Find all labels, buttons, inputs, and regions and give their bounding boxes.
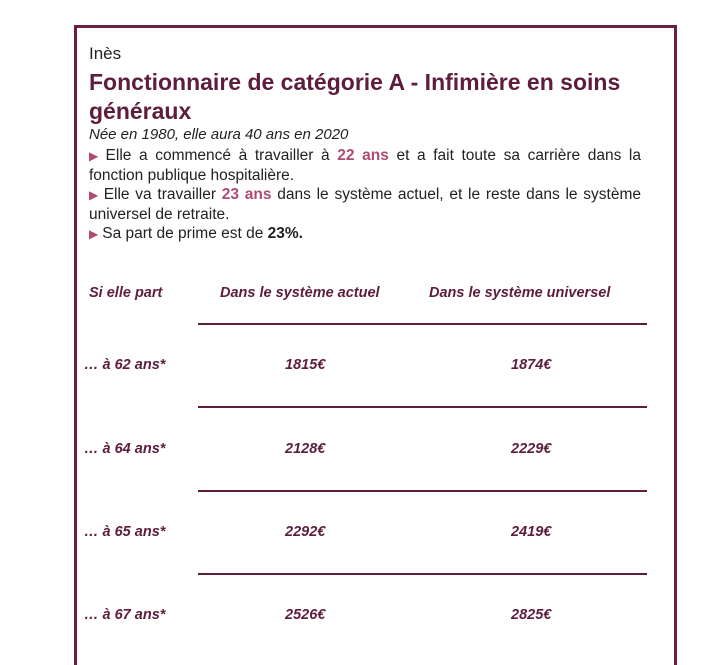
row-universal-value: 1874€ [511,357,552,373]
row-age: … à 62 ans* [84,357,166,373]
row-age: … à 67 ans* [84,607,166,623]
row-age: … à 64 ans* [84,441,166,457]
bullet-text: dans le système actuel, et le reste dans le système universel de retraite. [89,186,641,223]
divider [198,406,647,408]
column-header-universal: Dans le système universel [429,285,611,301]
page-title: Fonctionnaire de catégorie A - Infimière en soins généraux [89,69,621,124]
column-header-age: Si elle part [89,285,163,301]
bullet-list [89,146,641,244]
row-universal-value: 2419€ [511,524,552,540]
row-universal-value: 2229€ [511,441,552,457]
bullet-item [89,185,641,224]
row-universal-value: 2825€ [511,607,552,623]
bullet-item [89,146,641,185]
divider [198,490,647,492]
row-current-value: 2526€ [285,607,326,623]
bullet-text: Elle a commencé à travailler à [105,147,338,164]
column-header-current: Dans le système actuel [220,285,380,301]
triangle-right-icon: ▶ [89,188,100,202]
person-name: Inès [89,44,122,63]
divider [198,323,647,325]
bullet-text: Elle va travailler [103,186,222,203]
bullet-text: Sa part de prime est de [102,225,268,242]
highlight-value: 22 ans [337,147,389,164]
row-current-value: 2292€ [285,524,326,540]
highlight-value: 23 ans [221,186,272,203]
divider [198,573,647,575]
person-subtitle: Née en 1980, elle aura 40 ans en 2020 [89,126,349,143]
triangle-right-icon: ▶ [89,149,102,163]
row-current-value: 1815€ [285,357,326,373]
bullet-item [89,224,641,244]
bullet-text: et a fait toute sa carrière dans la fonction publique hospitalière. [89,147,641,184]
bold-value: 23%. [267,225,303,242]
row-current-value: 2128€ [285,441,326,457]
row-age: … à 65 ans* [84,524,166,540]
triangle-right-icon: ▶ [89,227,99,241]
